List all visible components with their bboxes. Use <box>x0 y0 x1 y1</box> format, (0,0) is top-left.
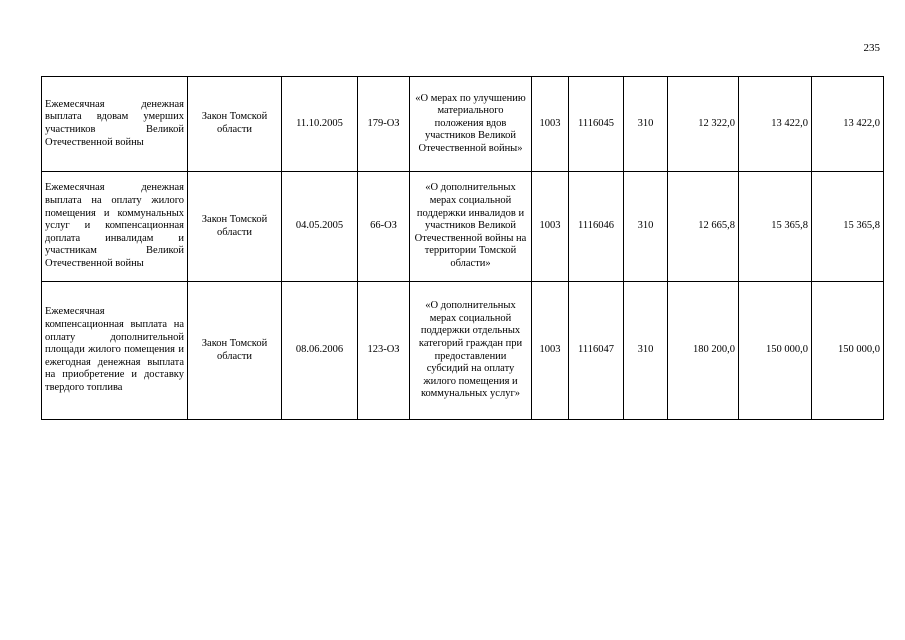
amount-2-cell: 15 365,8 <box>739 172 812 282</box>
amount-1-cell: 12 665,8 <box>668 172 739 282</box>
date-cell: 08.06.2006 <box>282 282 358 420</box>
law-cell: Закон Томской области <box>188 77 282 172</box>
amount-3-cell: 15 365,8 <box>812 172 884 282</box>
section-code-cell: 1003 <box>532 172 569 282</box>
law-title-cell: «О дополнительных мерах социальной поддержки инвалидов и участников Великой Отечественной войны на территории Томской области» <box>410 172 532 282</box>
payment-name-cell: Ежемесячная денежная выплата на оплату жилого помещения и коммунальных услуг и компенсационная доплата инвалидам и участникам Великой Отечественной войны <box>42 172 188 282</box>
date-cell: 04.05.2005 <box>282 172 358 282</box>
expense-type-cell: 310 <box>624 77 668 172</box>
expense-type-cell: 310 <box>624 282 668 420</box>
law-number-cell: 179-ОЗ <box>358 77 410 172</box>
payment-name-cell: Ежемесячная денежная выплата вдовам умерших участников Великой Отечественной войны <box>42 77 188 172</box>
budget-table <box>41 76 884 420</box>
law-cell: Закон Томской области <box>188 282 282 420</box>
table-row <box>42 77 884 172</box>
date-cell: 11.10.2005 <box>282 77 358 172</box>
table-row <box>42 282 884 420</box>
law-number-cell: 66-ОЗ <box>358 172 410 282</box>
table-row <box>42 172 884 282</box>
amount-3-cell: 13 422,0 <box>812 77 884 172</box>
amount-2-cell: 150 000,0 <box>739 282 812 420</box>
section-code-cell: 1003 <box>532 77 569 172</box>
amount-2-cell: 13 422,0 <box>739 77 812 172</box>
law-number-cell: 123-ОЗ <box>358 282 410 420</box>
amount-1-cell: 12 322,0 <box>668 77 739 172</box>
law-cell: Закон Томской области <box>188 172 282 282</box>
payment-name-cell: Ежемесячная компенсационная выплата на оплату дополнительной площади жилого помещения и ежегодная денежная выплата на приобретение и доставку твердого топлива <box>42 282 188 420</box>
law-title-cell: «О дополнительных мерах социальной поддержки отдельных категорий граждан при предоставлении субсидий на оплату жилого помещения и коммунальных услуг» <box>410 282 532 420</box>
page-number: 235 <box>863 42 880 54</box>
amount-3-cell: 150 000,0 <box>812 282 884 420</box>
article-code-cell: 1116046 <box>569 172 624 282</box>
section-code-cell: 1003 <box>532 282 569 420</box>
article-code-cell: 1116045 <box>569 77 624 172</box>
expense-type-cell: 310 <box>624 172 668 282</box>
amount-1-cell: 180 200,0 <box>668 282 739 420</box>
law-title-cell: «О мерах по улучшению материального положения вдов участников Великой Отечественной войны» <box>410 77 532 172</box>
article-code-cell: 1116047 <box>569 282 624 420</box>
